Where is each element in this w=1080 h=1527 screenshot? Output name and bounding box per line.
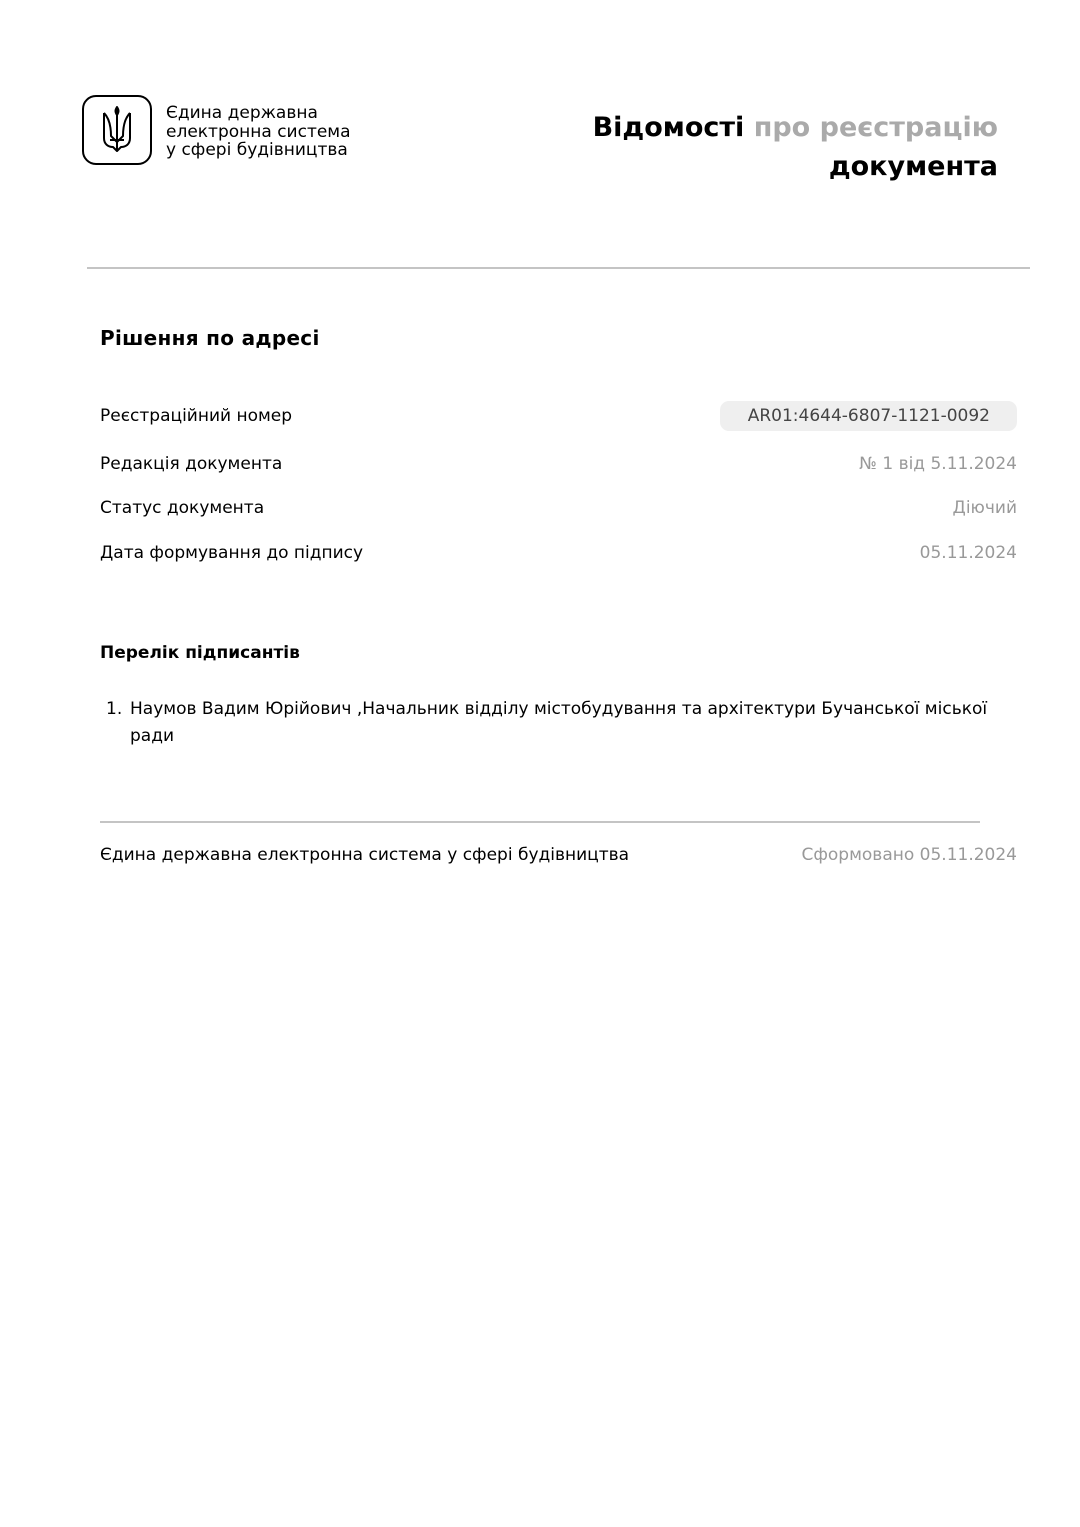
header-divider bbox=[87, 267, 1030, 269]
title-faded-part: про реєстрацію bbox=[753, 112, 998, 143]
info-value: 05.11.2024 bbox=[919, 543, 1017, 563]
section-title: Рішення по адресі bbox=[100, 326, 320, 350]
info-label: Реєстраційний номер bbox=[100, 406, 293, 426]
info-label: Редакція документа bbox=[100, 454, 283, 474]
signer-number: 1. bbox=[106, 699, 123, 719]
org-name-line: Єдина державна bbox=[166, 103, 318, 123]
footer-org-name: Єдина державна електронна система у сфері будівництва bbox=[100, 845, 630, 865]
signers-list bbox=[100, 696, 990, 750]
footer-generated-date: Сформовано 05.11.2024 bbox=[801, 845, 1017, 865]
document-title bbox=[528, 108, 998, 186]
info-value: № 1 від 5.11.2024 bbox=[859, 454, 1017, 474]
info-label: Статус документа bbox=[100, 498, 265, 518]
info-row-status bbox=[100, 493, 1017, 523]
title-line-2: документа bbox=[828, 151, 998, 182]
logo-badge bbox=[82, 95, 152, 165]
info-row-registration-number bbox=[100, 401, 1017, 431]
footer-divider bbox=[100, 821, 980, 823]
registration-number-badge: AR01:4644-6807-1121-0092 bbox=[720, 401, 1017, 431]
signers-title: Перелік підписантів bbox=[100, 643, 300, 663]
trident-icon bbox=[98, 104, 136, 156]
info-label: Дата формування до підпису bbox=[100, 543, 364, 563]
status-value: Діючий bbox=[952, 498, 1017, 518]
title-prefix: Відомості bbox=[592, 112, 754, 143]
signer-item bbox=[106, 696, 990, 750]
info-row-revision bbox=[100, 449, 1017, 479]
org-name bbox=[166, 104, 351, 160]
org-name-line: у сфері будівництва bbox=[166, 140, 348, 160]
org-name-line: електронна система bbox=[166, 121, 351, 142]
signer-text: Наумов Вадим Юрійович ,Начальник відділу містобудування та архітектури Бучанської міської ради bbox=[130, 699, 988, 746]
info-row-signing-date bbox=[100, 538, 1017, 568]
